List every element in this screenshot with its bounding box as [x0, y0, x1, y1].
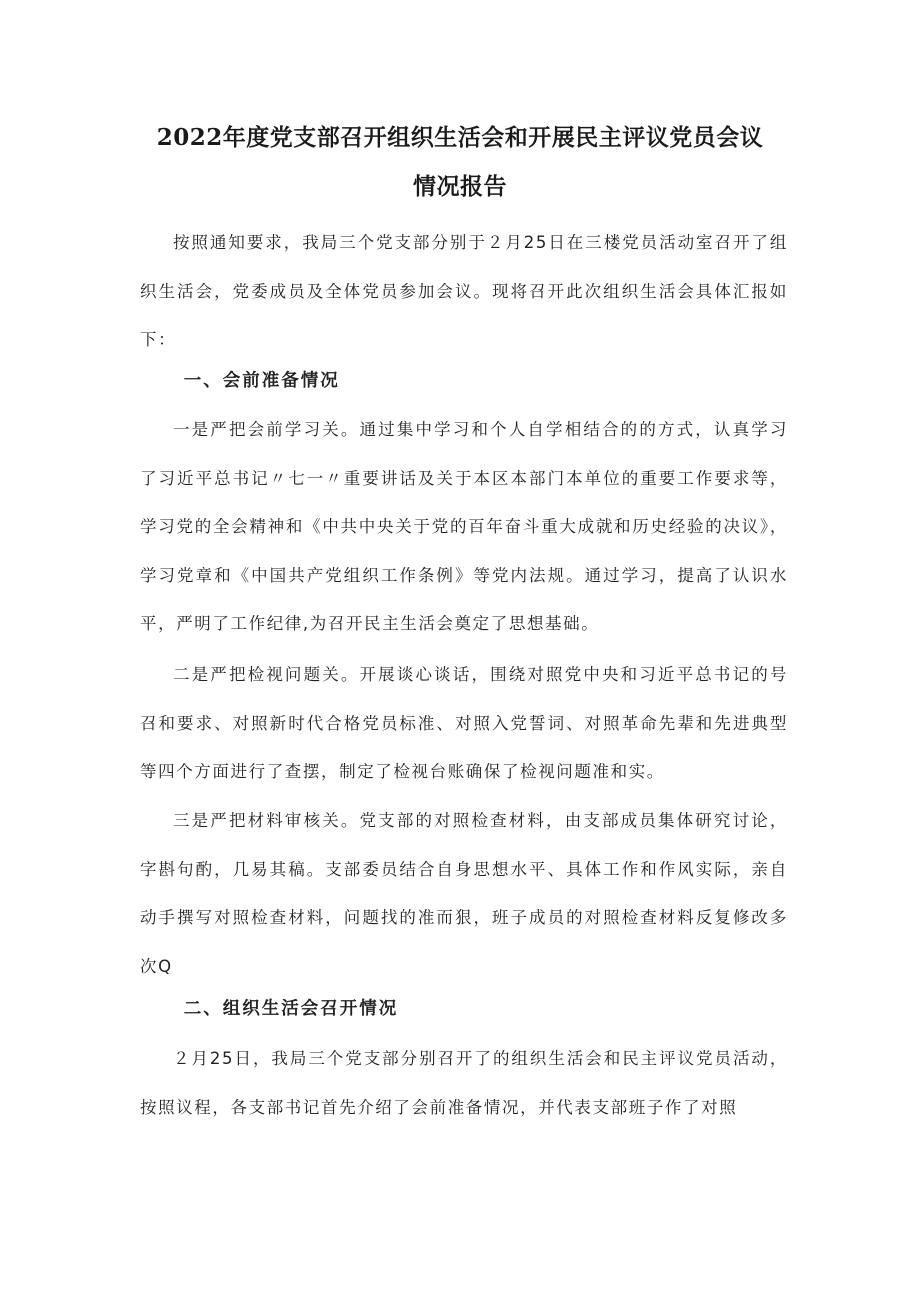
section-1-paragraph-1: 一是严把会前学习关。通过集中学习和个人自学相结合的的方式，认真学习了习近平总书记〃七一〃重要讲话及关于本区本部门本单位的重要工作要求等，学习党的全会精神和《中共中央关于党的百年奋斗重大成就和历史经验的决议》，学习党章和《中国共产党组织工作条例》等党内法规。通过学习，提高了认识水平，严明了工作纪律,为召开民主生活会奠定了思想基础。 — [140, 420, 788, 633]
section-2-heading: 二、组织生活会召开情况 — [183, 999, 399, 1019]
document-title-line-2: 情况报告 — [413, 173, 507, 200]
section-1-paragraph-3: 三是严把材料审核关。党支部的对照检查材料，由支部成员集体研究讨论，字斟句酌，几易其稿。支部委员结合自身思想水平、具体工作和作风实际，亲自动手撰写对照检查材料，问题找的准而狠，班子成员的对照检查材料反复修改多次Q — [140, 811, 788, 976]
document-title-line-1: 2022年度党支部召开组织生活会和开展民主评议党员会议 — [156, 124, 764, 151]
section-1-heading: 一、会前准备情况 — [183, 371, 340, 391]
intro-paragraph: 按照通知要求，我局三个党支部分别于２月25日在三楼党员活动室召开了组织生活会，党委成员及全体党员参加会议。现将召开此次组织生活会具体汇报如下： — [140, 233, 788, 349]
section-1-paragraph-2: 二是严把检视问题关。开展谈心谈话，围绕对照党中央和习近平总书记的号召和要求、对照新时代合格党员标准、对照入党誓词、对照革命先辈和先进典型等四个方面进行了查摆，制定了检视台账确保了检视问题准和实。 — [140, 665, 788, 781]
section-2-paragraph-1: ２月25日，我局三个党支部分别召开了的组织生活会和民主评议党员活动，按照议程，各支部书记首先介绍了会前准备情况，并代表支部班子作了对照 — [140, 1049, 788, 1117]
